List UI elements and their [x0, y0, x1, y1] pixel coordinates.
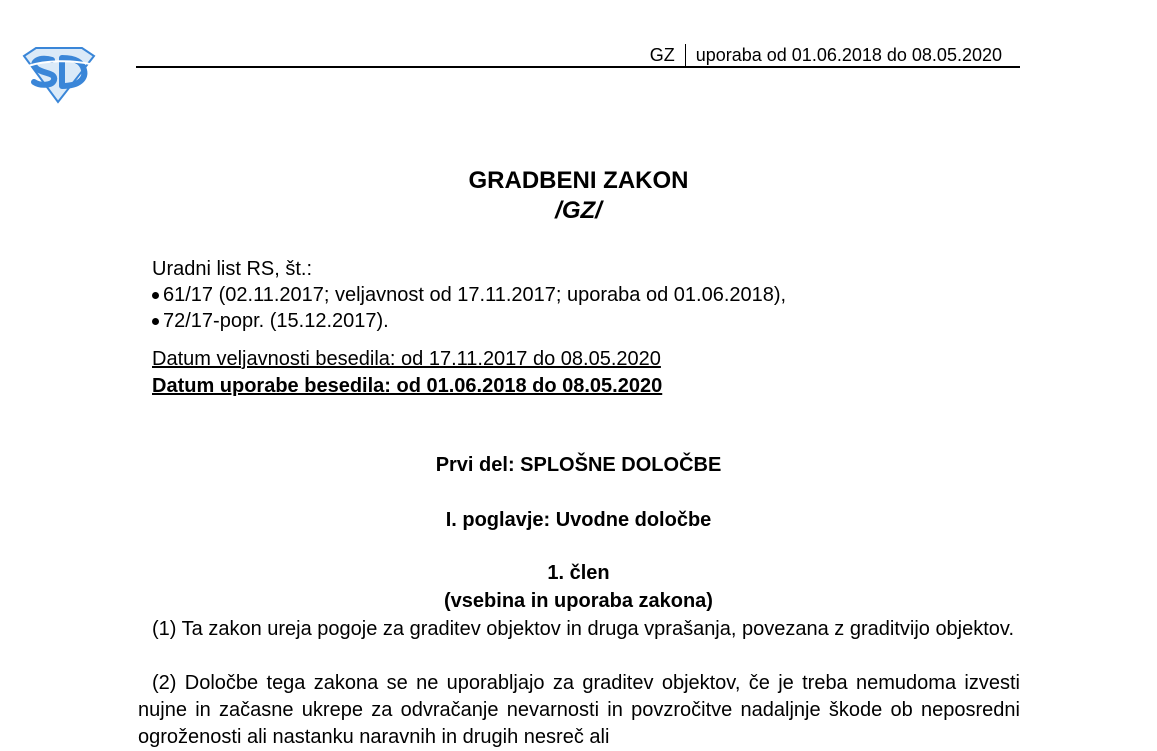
- list-item: [152, 308, 786, 334]
- header-abbr: GZ: [649, 44, 675, 65]
- validity-date: Datum veljavnosti besedila: od 17.11.2017 do 08.05.2020: [152, 348, 661, 370]
- running-header: [136, 42, 1020, 68]
- document-title: GRADBENI ZAKON: [468, 167, 689, 194]
- chapter-heading: I. poglavje: Uvodne določbe: [445, 509, 712, 531]
- bullet-icon: [152, 318, 159, 325]
- article-paragraph: (1) Ta zakon ureja pogoje za graditev objektov in druga vprašanja, povezana z graditvijo objektov.: [152, 618, 1015, 640]
- part-heading: Prvi del: SPLOŠNE DOLOČBE: [435, 454, 722, 476]
- logo-icon: [22, 46, 96, 104]
- gazette-item-text: 61/17 (02.11.2017; veljavnost od 17.11.2017; uporaba od 01.06.2018),: [163, 284, 787, 306]
- article-paragraph: (2) Določbe tega zakona se ne uporabljajo za graditev objektov, če je treba nemudoma izvesti nujne in začasne ukrepe za odvračanje nevarnosti in povzročitve nadaljnje škode ob neposredni ogroženosti ali nastanku naravnih in drugih nesreč ali: [138, 672, 1020, 748]
- list-item: [152, 282, 786, 308]
- header-usage: uporaba od 01.06.2018 do 08.05.2020: [695, 44, 1002, 65]
- article-number: 1. člen: [547, 562, 610, 584]
- usage-date: Datum uporabe besedila: od 01.06.2018 do 08.05.2020: [152, 375, 663, 397]
- gazette-label: Uradni list RS, št.:: [152, 258, 313, 280]
- gazette-block: [152, 256, 786, 334]
- gazette-item-text: 72/17-popr. (15.12.2017).: [163, 310, 389, 332]
- dates-block: [152, 346, 662, 400]
- document-abbr: /GZ/: [555, 197, 602, 224]
- article-subtitle: (vsebina in uporaba zakona): [444, 590, 713, 612]
- header-separator: [685, 44, 686, 66]
- bullet-icon: [152, 292, 159, 299]
